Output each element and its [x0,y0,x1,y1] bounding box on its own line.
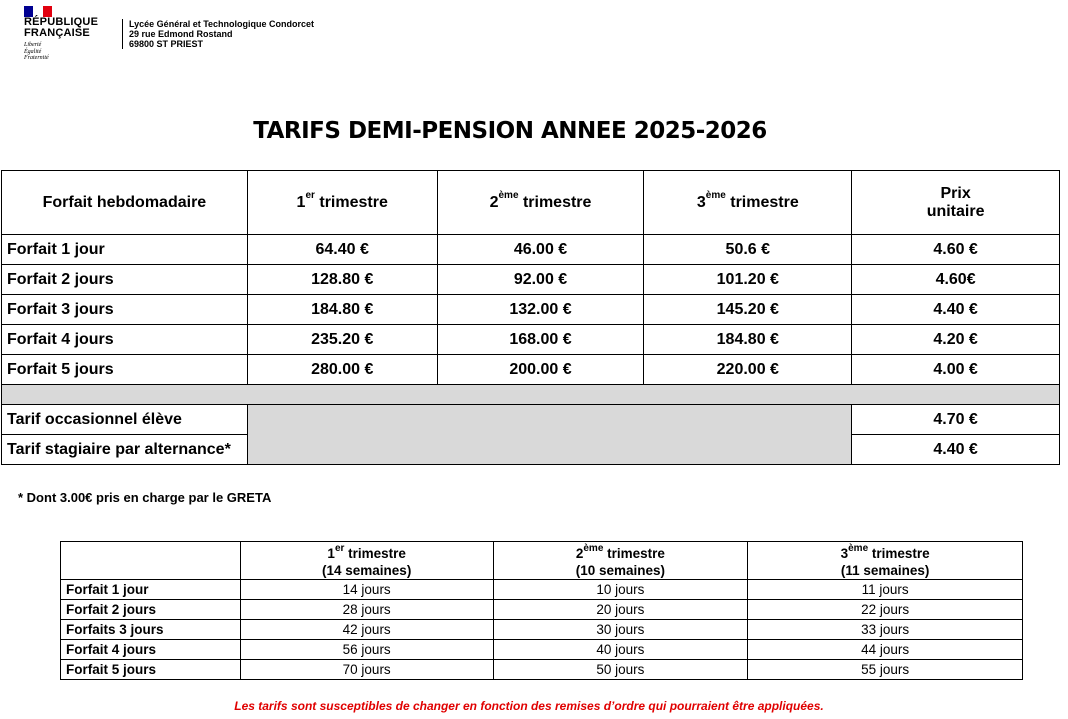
row-label: Forfait 2 jours [2,265,248,295]
row-label: Forfait 4 jours [2,325,248,355]
school-street: 29 rue Edmond Rostand [129,29,233,39]
motto-egalite: Égalité [24,48,42,55]
cell-t3: 22 jours [748,600,1023,620]
cell-t2: 46.00 € [437,235,644,265]
cell-t3: 11 jours [748,580,1023,600]
header-t3 [644,171,852,235]
cell-t1: 235.20 € [247,325,437,355]
w-t3-word: trimestre [871,546,930,561]
w-t3-sup: ème [848,542,869,554]
weeks-header-row [61,542,1023,580]
table-row [2,295,1060,325]
weeks-header-empty [61,542,241,580]
separator-cell [2,385,1060,405]
row-label: Forfaits 3 jours [61,620,241,640]
cell-t3: 44 jours [748,640,1023,660]
tarifs-header-row [2,171,1060,235]
prix-line2: unitaire [926,202,985,220]
row-label: Forfait 5 jours [61,660,241,680]
t2-num: 2 [489,193,499,211]
cell-t2: 30 jours [493,620,748,640]
row-label: Tarif stagiaire par alternance* [2,435,248,465]
w-t3-weeks: (11 semaines) [840,563,930,578]
cell-t1: 42 jours [240,620,493,640]
table-row [61,640,1023,660]
table-row [2,405,1060,435]
table-row [61,600,1023,620]
page-title: TARIFS DEMI-PENSION ANNEE 2025-2026 [253,118,767,144]
row-label: Forfait 4 jours [61,640,241,660]
cell-t2: 132.00 € [437,295,644,325]
w-t1-weeks: (14 semaines) [322,563,412,578]
cell-prix: 4.60€ [852,265,1060,295]
w-t2-word: trimestre [607,546,665,561]
disclaimer-text: Les tarifs sont susceptibles de changer en fonction des remises d’ordre qui pourraient être appliquées. [234,699,824,713]
cell-t3: 55 jours [748,660,1023,680]
cell-prix: 4.40 € [852,295,1060,325]
greta-note: * Dont 3.00€ pris en charge par le GRETA [18,490,272,505]
cell-t1: 64.40 € [247,235,437,265]
cell-t3: 101.20 € [644,265,852,295]
cell-t3: 145.20 € [644,295,852,325]
w-t1-sup: er [334,542,345,554]
row-label: Forfait 3 jours [2,295,248,325]
cell-prix: 4.00 € [852,355,1060,385]
row-label: Forfait 1 jour [61,580,241,600]
cell-t2: 168.00 € [437,325,644,355]
t1-sup: er [305,190,315,202]
weeks-table [60,541,1023,680]
cell-t2: 50 jours [493,660,748,680]
table-row [2,355,1060,385]
cell-t1: 14 jours [240,580,493,600]
table-row [2,235,1060,265]
cell-t3: 33 jours [748,620,1023,640]
cell-t1: 280.00 € [247,355,437,385]
cell-t1: 184.80 € [247,295,437,325]
w-t1-word: trimestre [348,546,406,561]
school-city: 69800 ST PRIEST [129,39,204,49]
logo-francaise: FRANÇAISE [24,27,90,39]
motto-liberte: Liberté [24,42,42,48]
cell-t3: 50.6 € [644,235,852,265]
tarifs-table [1,170,1060,465]
cell-t1: 28 jours [240,600,493,620]
table-row [61,620,1023,640]
w-t2-weeks: (10 semaines) [575,563,666,578]
table-row [2,325,1060,355]
republique-francaise-logo [24,6,114,62]
cell-t2: 10 jours [493,580,748,600]
cell-t2: 40 jours [493,640,748,660]
t3-num: 3 [696,193,706,211]
cell-prix: 4.70 € [852,405,1060,435]
t3-word: trimestre [730,193,799,211]
header-t1 [247,171,437,235]
row-label: Forfait 1 jour [2,235,248,265]
table-row [61,580,1023,600]
t3-sup: ème [705,190,726,202]
separator-row [2,385,1060,405]
cell-t1: 128.80 € [247,265,437,295]
header-forfait: Forfait hebdomadaire [2,171,248,235]
w-t2-sup: ème [583,542,604,554]
table-row [61,660,1023,680]
logo-republique: RÉPUBLIQUE [24,16,99,28]
cell-t1: 70 jours [240,660,493,680]
row-label: Tarif occasionnel élève [2,405,248,435]
cell-t2: 200.00 € [437,355,644,385]
greyed-cell [247,405,851,465]
t1-num: 1 [296,193,306,211]
cell-t1: 56 jours [240,640,493,660]
header-t2 [437,171,644,235]
t2-sup: ème [498,190,519,202]
cell-t3: 220.00 € [644,355,852,385]
cell-t3: 184.80 € [644,325,852,355]
cell-prix: 4.40 € [852,435,1060,465]
weeks-header-t3 [748,542,1023,580]
cell-t2: 92.00 € [437,265,644,295]
weeks-header-t1 [240,542,493,580]
row-label: Forfait 2 jours [61,600,241,620]
w-t2-num: 2 [575,546,584,561]
motto-fraternite: Fraternité [24,55,49,61]
table-row [2,265,1060,295]
cell-prix: 4.60 € [852,235,1060,265]
school-name: Lycée Général et Technologique Condorcet [129,19,315,29]
t2-word: trimestre [522,193,592,211]
w-t1-num: 1 [327,546,335,561]
cell-prix: 4.20 € [852,325,1060,355]
cell-t2: 20 jours [493,600,748,620]
t1-word: trimestre [319,193,388,211]
weeks-header-t2 [493,542,748,580]
header-prix-unitaire [852,171,1060,235]
row-label: Forfait 5 jours [2,355,248,385]
w-t3-num: 3 [840,546,849,561]
prix-line1: Prix [940,184,971,202]
logo-motto [24,42,114,62]
school-address [122,19,314,49]
